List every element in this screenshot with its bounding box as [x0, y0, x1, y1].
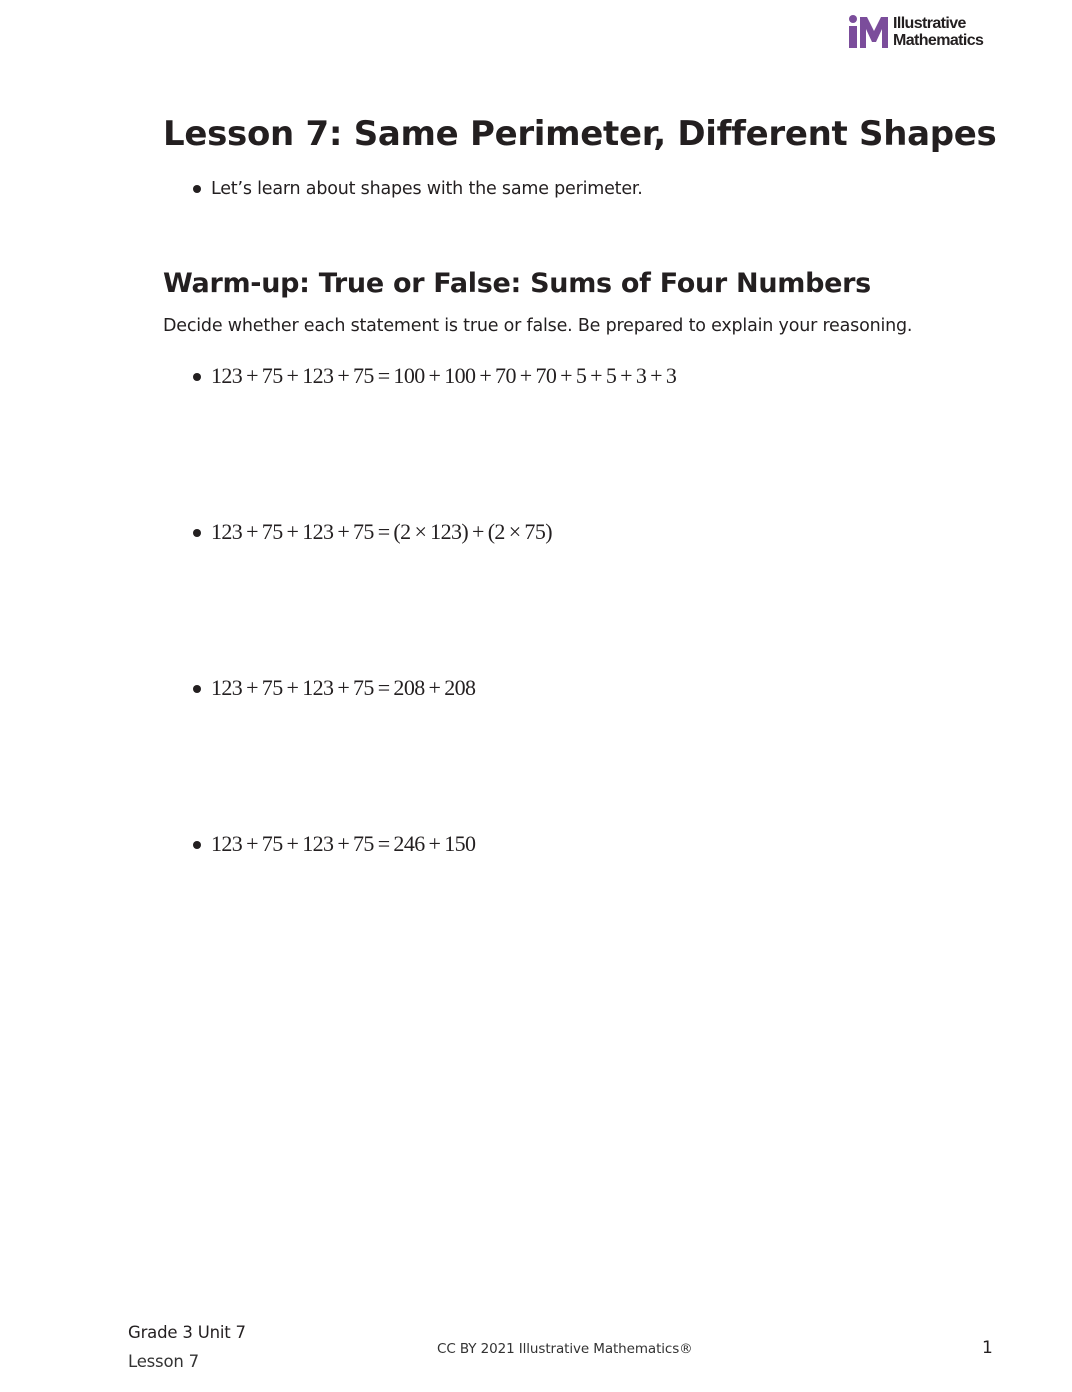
logo-line-1: Illustrative — [893, 15, 966, 32]
page-number: 1 — [982, 1338, 993, 1358]
brand-logo — [848, 15, 998, 51]
bullet-icon — [193, 529, 201, 537]
statement-expression: 123 + 75 + 123 + 75 = 100 + 100 + 70 + 70 + 5 + 5 + 3 + 3 — [211, 363, 677, 388]
footer-copyright: CC BY 2021 Illustrative Mathematics® — [437, 1341, 693, 1357]
statement-expression: 123 + 75 + 123 + 75 = (2 × 123) + (2 × 75) — [211, 519, 552, 544]
bullet-icon — [193, 373, 201, 381]
statement-item — [190, 517, 890, 547]
footer-lesson: Lesson 7 — [128, 1352, 199, 1371]
statement-expression: 123 + 75 + 123 + 75 = 208 + 208 — [211, 675, 476, 700]
statement-expression: 123 + 75 + 123 + 75 = 246 + 150 — [211, 831, 476, 856]
warmup-instructions: Decide whether each statement is true or false. Be prepared to explain your reasoning. — [163, 316, 913, 336]
lesson-goal-item — [190, 176, 643, 202]
im-logo-mark-icon — [848, 15, 888, 49]
statement-item — [190, 829, 890, 859]
logo-line-2: Mathematics — [893, 32, 984, 49]
page-title: Lesson 7: Same Perimeter, Different Shapes — [163, 114, 997, 154]
statement-item — [190, 673, 890, 703]
warmup-heading: Warm-up: True or False: Sums of Four Numbers — [163, 268, 871, 299]
logo-wordmark — [893, 15, 983, 49]
lesson-goal-text: Let’s learn about shapes with the same perimeter. — [211, 179, 643, 199]
bullet-icon — [193, 841, 201, 849]
bullet-icon — [193, 185, 201, 193]
statement-item — [190, 361, 890, 391]
bullet-icon — [193, 685, 201, 693]
footer-unit: Grade 3 Unit 7 — [128, 1323, 246, 1342]
lesson-goals — [190, 176, 643, 202]
